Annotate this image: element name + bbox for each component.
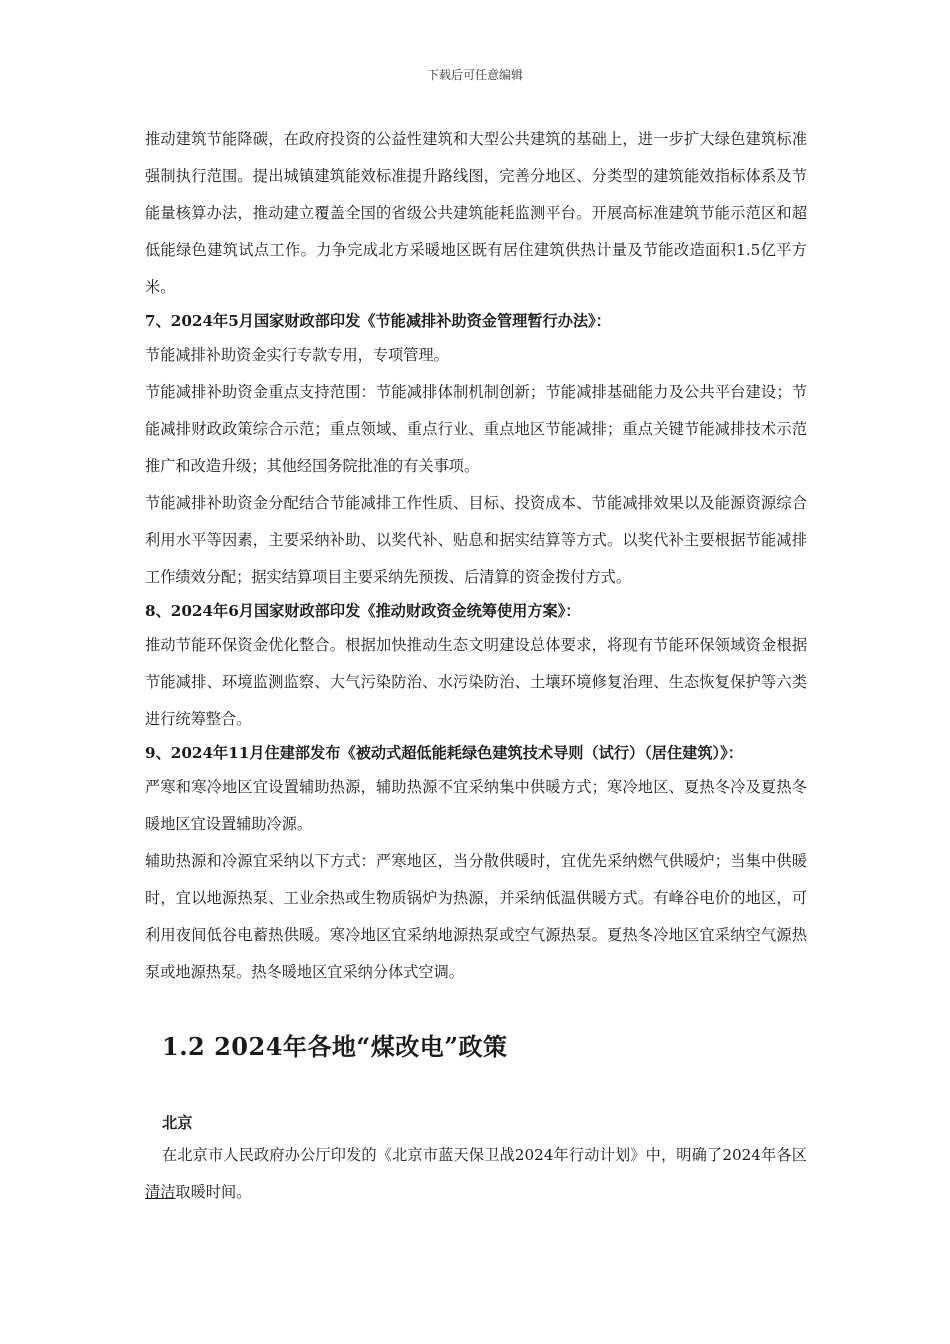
intro-paragraph: 推动建筑节能降碳，在政府投资的公益性建筑和大型公共建筑的基础上，进一步扩大绿色建筑标准强制执行范围。提出城镇建筑能效标准提升路线图，完善分地区、分类型的建筑能效指标体系及节能量核算办法，推动建立覆盖全国的省级公共建筑能耗监测平台。开展高标准建筑节能示范区和超低能绿色建筑试点工作。力争完成北方采暖地区既有居住建筑供热计量及节能改造面积1.5亿平方米。 bbox=[145, 130, 807, 296]
item-9-paragraph-1: 严寒和寒冷地区宜设置辅助热源，辅助热源不宜采纳集中供暖方式；寒冷地区、夏热冬冷及夏热冬暖地区宜设置辅助冷源。 bbox=[145, 778, 807, 833]
clean-heating-link[interactable]: 清洁 bbox=[145, 1183, 176, 1201]
item-8-heading: 8、2024年6月国家财政部印发《推动财政资金统筹使用方案》： bbox=[145, 602, 581, 620]
item-9-heading: 9、2024年11月住建部发布《被动式超低能耗绿色建筑技术导则（试行）（居住建筑）》： bbox=[145, 744, 743, 762]
item-8-paragraph-1: 推动节能环保资金优化整合。根据加快推动生态文明建设总体要求，将现有节能环保领域资金根据节能减排、环境监测监察、大气污染防治、水污染防治、土壤环境修复治理、生态恢复保护等六类进行统筹整合。 bbox=[145, 636, 807, 728]
page-header: 下载后可任意编辑 bbox=[426, 68, 523, 82]
beijing-heading: 北京 bbox=[162, 1114, 193, 1132]
item-7-paragraph-3: 节能减排补助资金分配结合节能减排工作性质、目标、投资成本、节能减排效果以及能源资源综合利用水平等因素，主要采纳补助、以奖代补、贴息和据实结算等方式。以奖代补主要根据节能减排工作绩效分配；据实结算项目主要采纳先预拨、后清算的资金拨付方式。 bbox=[145, 494, 807, 586]
beijing-text-before: 在北京市人民政府办公厅印发的《北京市蓝天保卫战2024年行动计划》中，明确了2024年各区 bbox=[162, 1146, 807, 1164]
document-body bbox=[145, 121, 807, 1211]
section-heading: 1.2 2024年各地“煤改电”政策 bbox=[162, 1032, 508, 1061]
beijing-paragraph bbox=[145, 1137, 807, 1211]
item-7-paragraph-2: 节能减排补助资金重点支持范围：节能减排体制机制创新；节能减排基础能力及公共平台建设；节能减排财政政策综合示范；重点领域、重点行业、重点地区节能减排；重点关键节能减排技术示范推广和改造升级；其他经国务院批准的有关事项。 bbox=[145, 383, 807, 475]
item-7-paragraph-1: 节能减排补助资金实行专款专用，专项管理。 bbox=[145, 346, 449, 364]
item-9-paragraph-2: 辅助热源和冷源宜采纳以下方式：严寒地区，当分散供暖时，宜优先采纳燃气供暖炉；当集中供暖时，宜以地源热泵、工业余热或生物质锅炉为热源，并采纳低温供暖方式。有峰谷电价的地区，可利用夜间低谷电蓄热供暖。寒冷地区宜采纳地源热泵或空气源热泵。夏热冬冷地区宜采纳空气源热泵或地源热泵。热冬暖地区宜采纳分体式空调。 bbox=[145, 852, 807, 981]
item-7-heading: 7、2024年5月国家财政部印发《节能减排补助资金管理暂行办法》： bbox=[145, 312, 611, 330]
beijing-text-after: 取暖时间。 bbox=[175, 1183, 252, 1201]
